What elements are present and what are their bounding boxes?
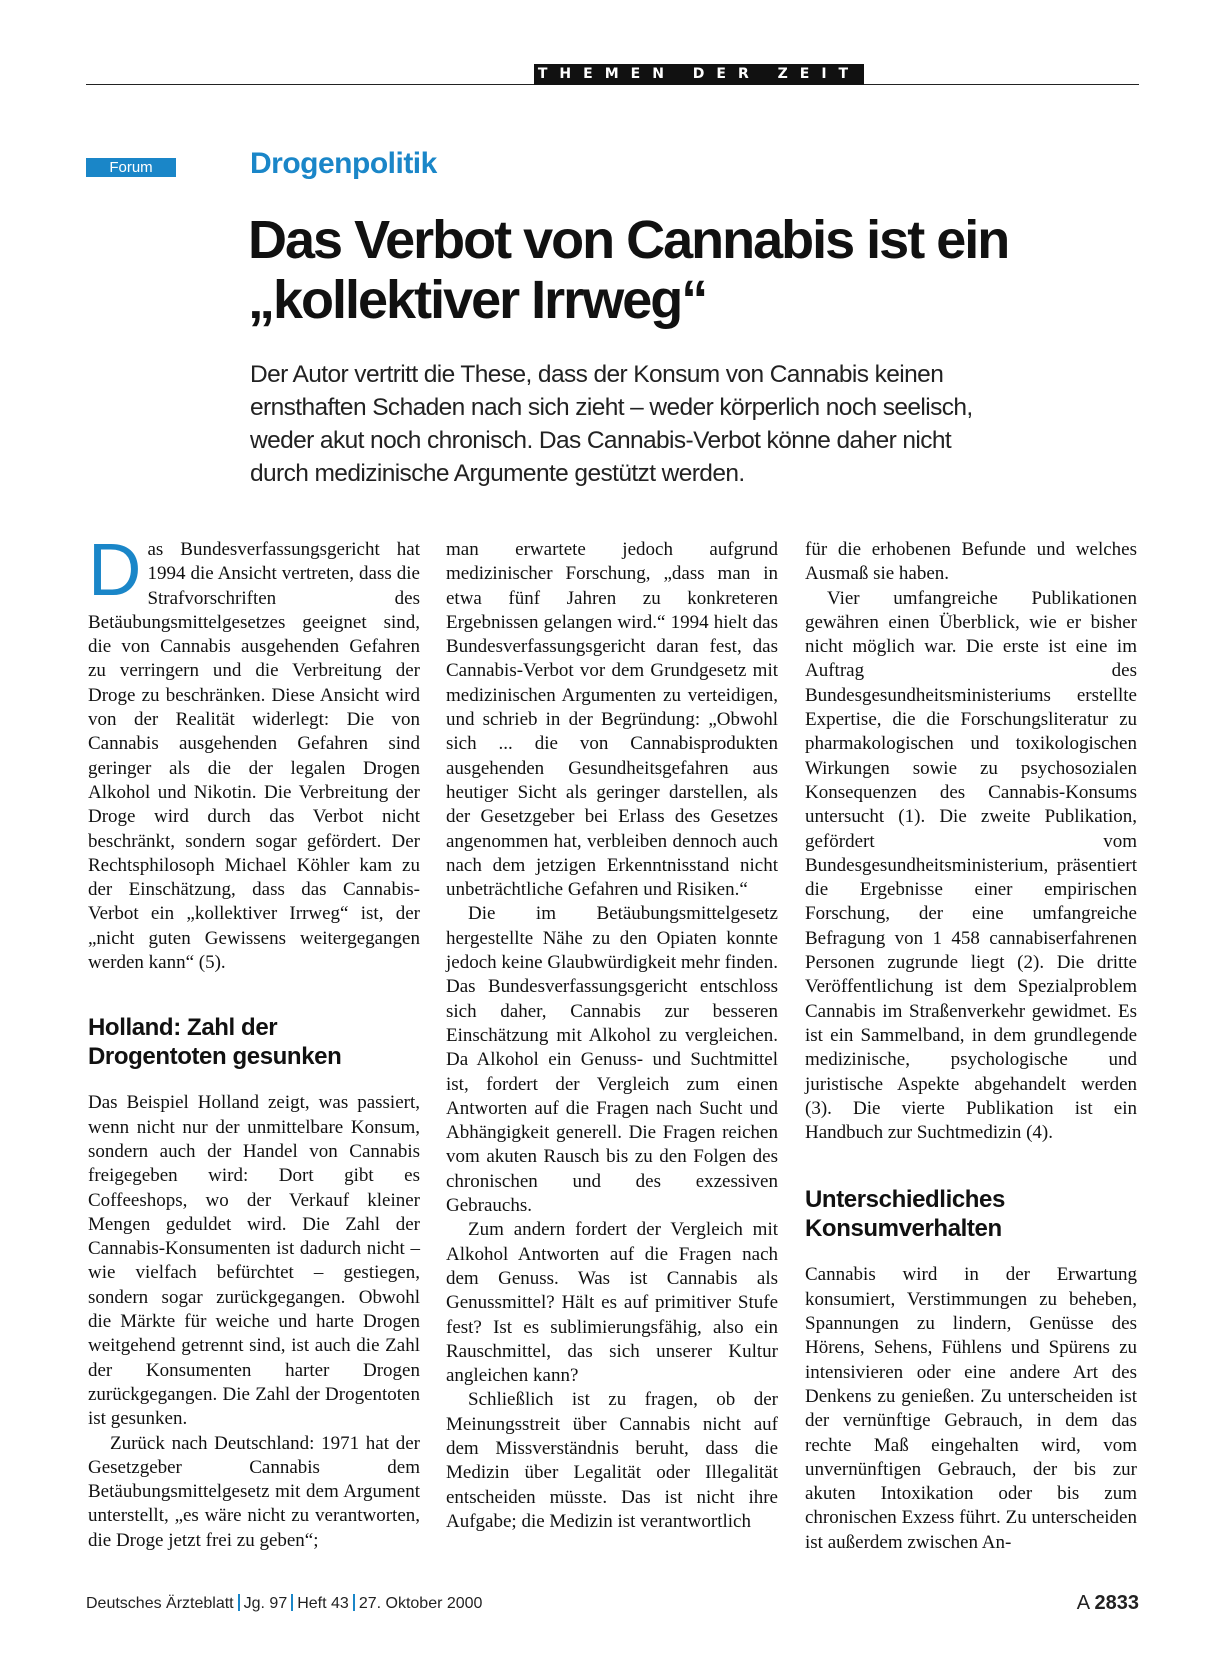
page-number-block bbox=[1077, 1592, 1139, 1615]
text-column-2 bbox=[446, 538, 778, 1534]
journal-name: Deutsches Ärzteblatt bbox=[86, 1595, 234, 1612]
text-column-3 bbox=[805, 538, 1137, 1555]
issue-date: 27. Oktober 2000 bbox=[358, 1595, 483, 1612]
subheading-holland: Holland: Zahl der Drogentoten gesunken bbox=[88, 1014, 342, 1071]
paragraph: Das Beispiel Holland zeigt, was passiert, wenn nicht nur der unmittelbare Konsum, sondern auch der Handel von Cannabis freigegeben wird: Dort gibt es Coffeeshops, wo der Verkauf kleiner Mengen geduldet wird. Die Zahl der Cannabis-Konsumenten ist dadurch nicht – wie vielfach befürchtet – gestiegen, sondern sogar zurückgegangen. Obwohl die Märkte für weiche und harte Drogen weitgehend getrennt sind, ist auch die Zahl der Konsumenten harter Drogen zurückgegangen. Die Zahl der Drogentoten ist gesunken. bbox=[88, 1092, 420, 1430]
paragraph: Zurück nach Deutschland: 1971 hat der Gesetzgeber Cannabis dem Betäubungsmittelgesetz mit dem Argument unterstellt, „es wäre nicht zu verantworten, die Droge jetzt frei zu geben“; bbox=[88, 1432, 420, 1551]
footer-separator bbox=[238, 1594, 240, 1611]
section-header bbox=[86, 64, 1139, 86]
paragraph: für die erhobenen Befunde und welches Ausmaß sie haben. bbox=[805, 539, 1137, 585]
footer-separator bbox=[291, 1594, 293, 1611]
journal-volume: Jg. 97 bbox=[243, 1595, 288, 1612]
article-kicker: Drogenpolitik bbox=[250, 147, 437, 180]
paragraph: man erwartete jedoch aufgrund medizinischer Forschung, „dass man in etwa fünf Jahren zu konkreteren Ergebnissen gelangen wird.“ 1994 hielt das Bundesverfassungsgericht daran fest, das Cannabis-Verbot vor dem Grundgesetz mit medizinischen Argumenten zu verteidigen, und schrieb in der Begründung: „Obwohl sich ... die von Cannabisprodukten ausgehenden Gesundheitsgefahren aus heutiger Sicht als geringer darstellen, als der Gesetzgeber bei Erlass des Gesetzes angenommen hat, verbleiben dennoch auch nach dem jetzigen Erkenntnisstand nicht unbeträchtliche Gefahren und Risiken.“ bbox=[446, 539, 778, 901]
footer-citation bbox=[86, 1594, 482, 1613]
paragraph: Zum andern fordert der Vergleich mit Alkohol Antworten auf die Fragen nach dem Genuss. Was ist Cannabis als Genussmittel? Hält es auf primitiver Stufe fest? Ist es sublimierungsfähig, also ein Rauschmittel, das sich unserer Kultur angleichen kann? bbox=[446, 1219, 778, 1387]
drop-cap: D bbox=[88, 528, 142, 611]
paragraph: Cannabis wird in der Erwartung konsumiert, Verstimmungen zu beheben, Spannungen zu lindern, Genüsse des Hörens, Sehens, Fühlens und Spürens zu intensivieren oder eine andere Art des Denkens zu genießen. Zu unterscheiden ist der vernünftige Gebrauch, in dem das rechte Maß eingehalten wird, vom unvernünftigen Gebrauch, der bis zur akuten Intoxikation oder bis zum chronischen Exzess führt. Zu unterscheiden ist außerdem zwischen An- bbox=[805, 1264, 1137, 1553]
paragraph: Schließlich ist zu fragen, ob der Meinungsstreit über Cannabis nicht auf dem Missverständnis beruht, dass die Medizin über Legalität oder Illegalität entscheiden müsste. Das ist nicht ihre Aufgabe; die Medizin ist verantwortlich bbox=[446, 1389, 778, 1532]
text-column-1 bbox=[88, 528, 420, 1553]
footer-separator bbox=[353, 1594, 355, 1611]
section-label: THEMEN DER ZEIT bbox=[534, 64, 864, 85]
subheading-konsumverhalten: Unterschiedliches Konsumverhalten bbox=[805, 1186, 1005, 1243]
article-title: Das Verbot von Cannabis ist ein „kollektiver Irrweg“ bbox=[248, 210, 1009, 330]
journal-issue: Heft 43 bbox=[297, 1595, 349, 1612]
paragraph: Die im Betäubungsmittelgesetz hergestellte Nähe zu den Opiaten konnte jedoch keine Glaubwürdigkeit mehr finden. Das Bundesverfassungsgericht entschloss sich daher, Cannabis zur besseren Einschätzung mit Alkohol zu vergleichen. Da Alkohol ein Genuss- und Suchtmittel ist, fordert der Vergleich zum einen Antworten auf die Fragen nach Sucht und Abhängigkeit generell. Die Fragen reichen vom akuten Rausch bis zu den Folgen des chronischen und des exzessiven Gebrauchs. bbox=[446, 903, 778, 1217]
category-tag: Forum bbox=[86, 158, 176, 177]
page-footer bbox=[86, 1592, 1139, 1616]
paragraph: Vier umfangreiche Publikationen gewähren einen Überblick, wie er bisher nicht möglich war. Die erste ist eine im Auftrag des Bundesgesundheitsministeriums erstellte Expertise, die die Forschungsliteratur zu pharmakologischen und toxikologischen Wirkungen sowie zu psychosozialen Konsequenzen des Cannabis-Konsums untersucht (1). Die zweite Publikation, gefördert vom Bundesgesundheitsministerium, präsentiert die Ergebnisse einer empirischen Forschung, der eine umfangreiche Befragung von 1 458 cannabiserfahrenen Personen zugrunde liegt (2). Die dritte Veröffentlichung ist dem Spezialproblem Cannabis im Straßenverkehr gewidmet. Es ist ein Sammelband, in dem grundlegende medizinische, psychologische und juristische Aspekte abgehandelt werden (3). Die vierte Publikation ist ein Handbuch zur Suchtmedizin (4). bbox=[805, 587, 1137, 1144]
page-number: 2833 bbox=[1094, 1592, 1139, 1614]
paragraph: Das Bundesverfassungsgericht hat 1994 die Ansicht vertreten, dass die Strafvorschriften des Betäubungsmittelgesetzes geeignet sind, die von Cannabis ausgehenden Gefahren zu verringern und die Verbreitung der Droge zu beschränken. Diese Ansicht wird von der Realität widerlegt: Die von Cannabis ausgehenden Gefahren sind geringer als die der legalen Drogen Alkohol und Nikotin. Die Verbreitung der Droge wird durch das Verbot nicht beschränkt, sondern sogar gefördert. Der Rechtsphilosoph Michael Köhler kam zu der Einschätzung, dass das Cannabis-Verbot ein „kollektiver Irrweg“ ist, der „nicht guten Gewissens weitergegangen werden kann“ (5). bbox=[88, 528, 420, 974]
page-prefix: A bbox=[1076, 1592, 1089, 1614]
article-lead: Der Autor vertritt die These, dass der Konsum von Cannabis keinen ernsthaften Schaden nach sich zieht – weder körperlich noch seelisch, weder akut noch chronisch. Das Cannabis-Verbot könne daher nicht durch medizinische Argumente gestützt werden. bbox=[250, 361, 973, 487]
